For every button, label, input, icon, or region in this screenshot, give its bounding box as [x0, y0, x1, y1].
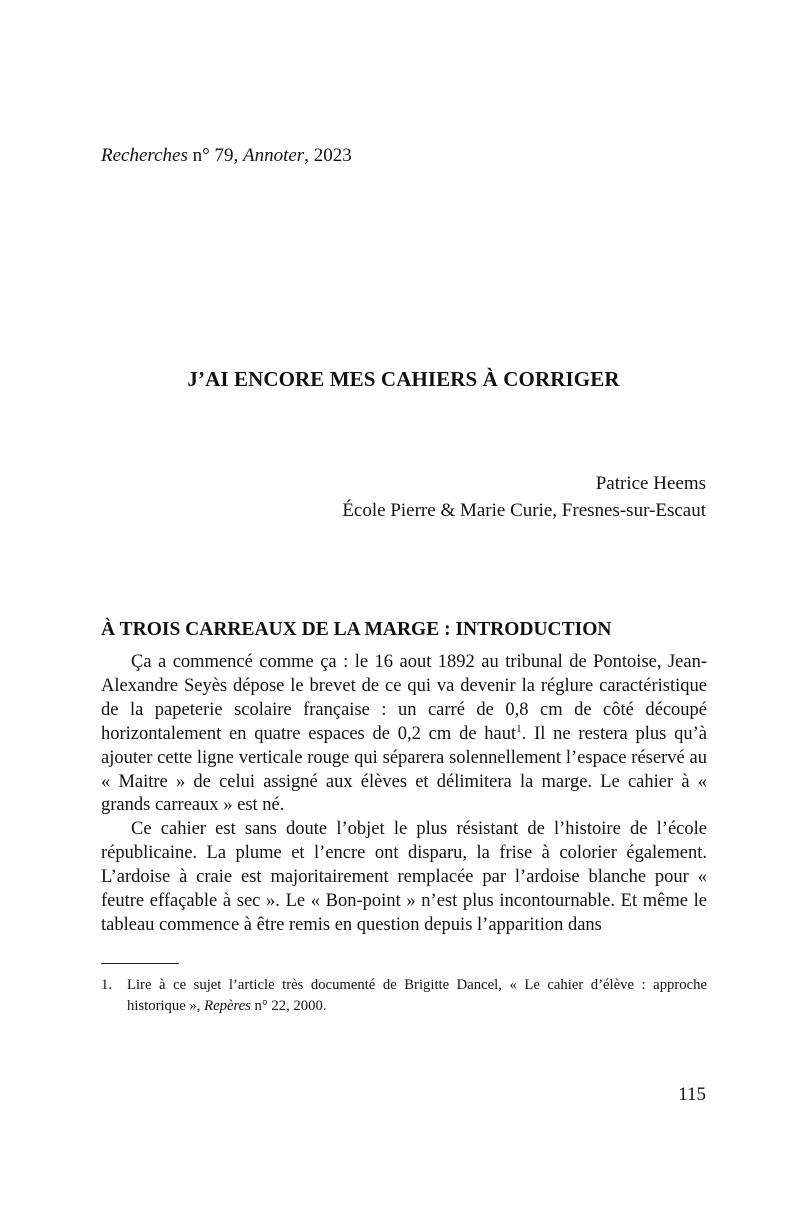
paragraph	[101, 651, 707, 818]
author-name: Patrice Heems	[595, 473, 706, 494]
journal-name: Recherches	[101, 145, 188, 166]
paragraph: Ce cahier est sans doute l’objet le plus résistant de l’histoire de l’école républicaine. La plume et l’encre ont disparu, la frise à colorier également. L’ardoise à craie est majoritairement remplacée par l’ardoise blanche pour « feutre effaçable à sec ». Le « Bon-point » n’est plus incontournable. Et même le tableau commence à être remis en question depuis l’apparition dans	[101, 819, 707, 935]
footnote-text: Lire à ce sujet l’article très documenté de Brigitte Dancel, « Le cahier d’élève : approche historique », Repères n° 22, 2000.	[127, 977, 707, 1014]
section-heading: À TROIS CARREAUX DE LA MARGE : INTRODUCTION	[101, 619, 612, 640]
footnote-number: 1.	[101, 977, 113, 993]
paragraph-text: Ça a commencé comme ça : le 16 aout 1892 au tribunal de Pontoise, Jean-Alexandre Seyès dépose le brevet de ce qui va devenir la réglure caractéristique de la papeterie scolaire française : un carré de 0,8 cm de côté découpé horizontalement en quatre espaces de 0,2 cm de haut	[101, 652, 707, 744]
author-affiliation: École Pierre & Marie Curie, Fresnes-sur-Escaut	[342, 500, 706, 521]
issue-year: , 2023	[304, 145, 352, 166]
footnote-divider	[101, 963, 179, 964]
footnote-reference: 1	[516, 722, 522, 735]
footnote-journal: Repères	[204, 998, 251, 1014]
footnote	[101, 975, 707, 1017]
body-text	[101, 651, 707, 938]
issue-number: n° 79,	[187, 145, 243, 166]
author-block	[342, 470, 706, 524]
issue-theme: Annoter	[242, 145, 305, 166]
page-number: 115	[678, 1084, 706, 1105]
article-title: J’AI ENCORE MES CAHIERS À CORRIGER	[187, 367, 620, 391]
running-head	[101, 144, 352, 168]
paragraph-text: . Il ne restera plus qu’à ajouter cette ligne verticale rouge qui séparera solennellement l’espace réservé au « Maitre » de celui assigné aux élèves et délimitera la marge. Le cahier à « grands carreaux » est né.	[101, 723, 707, 816]
